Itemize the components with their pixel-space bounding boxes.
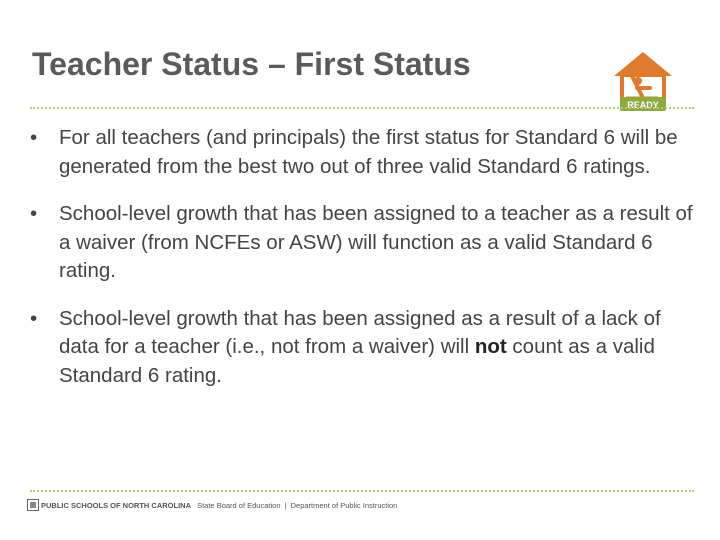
bullet-text xyxy=(59,307,661,387)
bullet-text: For all teachers (and principals) the first status for Standard 6 will be generated from the best two out of three valid Standard 6 ratings. xyxy=(59,126,678,178)
bullet-item xyxy=(30,124,695,181)
footer-separator: | xyxy=(284,500,287,510)
slide-title: Teacher Status – First Status xyxy=(32,46,471,82)
bullet-marker: • xyxy=(30,306,38,330)
nc-seal-icon xyxy=(27,499,39,511)
bullet-list xyxy=(30,124,695,409)
header-divider xyxy=(30,107,694,109)
logo-label: READY xyxy=(627,100,659,110)
footer-dept: Department of Public Instruction xyxy=(290,500,398,510)
footer xyxy=(27,497,397,513)
bullet-emphasis: not xyxy=(474,335,507,358)
footer-divider xyxy=(30,490,694,492)
bullet-item xyxy=(30,305,695,391)
bullet-text: School-level growth that has been assigned to a teacher as a result of a waiver (from NCFEs or ASW) will function as a valid Standard 6 rating. xyxy=(59,202,693,282)
bullet-text-part: School-level growth that has been assigned as a result of a lack of data for a teacher (i.e., not from a waiver) will xyxy=(59,306,661,358)
bullet-marker: • xyxy=(30,202,38,225)
footer-text xyxy=(41,501,397,510)
footer-board: State Board of Education xyxy=(197,500,281,510)
bullet-item xyxy=(30,200,695,286)
bullet-text-part: count as a valid Standard 6 rating. xyxy=(59,335,655,387)
bullet-marker: • xyxy=(30,126,38,149)
footer-org: PUBLIC SCHOOLS OF NORTH CAROLINA xyxy=(41,500,191,510)
